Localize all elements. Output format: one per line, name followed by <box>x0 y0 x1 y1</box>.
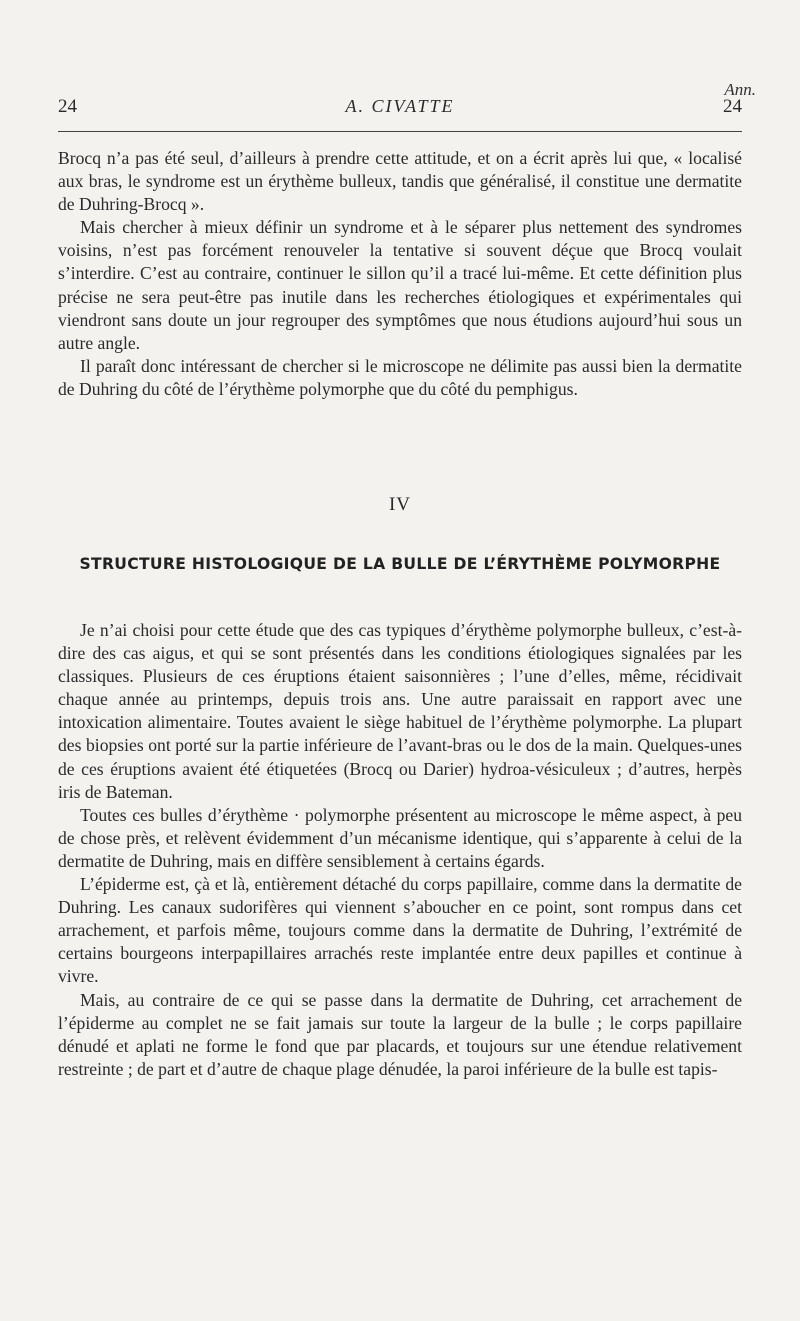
body-paragraph-4: Mais, au contraire de ce qui se passe dans la dermatite de Duhring, cet arrachement de l’épiderme au complet ne se fait jamais sur toute la largeur de la bulle ; le corps papillaire dénudé et aplati ne forme le fond que par placards, et toujours sur une étendue relativement restreinte ; de part et d’autre de chaque plage dénudée, la paroi inférieure de la bulle est tapis- <box>58 989 742 1079</box>
body-paragraph-3: L’épiderme est, çà et là, entièrement détaché du corps papillaire, comme dans la dermatite de Duhring. Les canaux sudorifères qui viennent s’aboucher en ce point, sont rompus dans cet arrachement, et parfois même, toujours comme dans la dermatite de Duhring, l’extrémité de certains bourgeons interpapillaires arrachés reste implantée entre deux papilles et continue à vivre. <box>58 874 742 987</box>
intro-paragraph-2: Mais chercher à mieux définir un syndrome et à le séparer plus nettement des syndromes voisins, n’est pas forcément renouveler la tentative si souvent déçue que Brocq voulait s’interdire. C’est au contraire, continuer le sillon qu’il a tracé lui-même. Et cette définition plus précise ne sera peut-être pas inutile dans les recherches étiologiques et expérimentales qui viendront sans doute un jour regrouper des symptômes que nous étudions aujourd’hui sous un autre angle. <box>58 217 742 353</box>
running-title-author: A. CIVATTE <box>345 96 455 116</box>
page-number-left: 24 <box>58 96 77 117</box>
body-text <box>58 619 742 1081</box>
section-number: IV <box>388 494 412 515</box>
intro-paragraph-3: Il paraît donc intéressant de chercher si le microscope ne délimite pas aussi bien la dermatite de Duhring du côté de l’érythème polymorphe que du côté du pemphigus. <box>58 355 742 399</box>
page-number-right: 24 <box>723 96 742 117</box>
section-heading: STRUCTURE HISTOLOGIQUE DE LA BULLE DE L’ÉRYTHÈME POLYMORPHE <box>79 555 721 573</box>
running-header <box>58 96 742 122</box>
corner-annotation: Ann. <box>724 80 756 99</box>
intro-text <box>58 147 742 401</box>
body-paragraph-1: Je n’ai choisi pour cette étude que des cas typiques d’érythème polymorphe bulleux, c’est-à-dire des cas aigus, et qui se sont présentés dans les conditions étiologiques signalées par les classiques. Plusieurs de ces éruptions étaient saisonnières ; l’une d’elles, même, récidivait chaque année au printemps, depuis trois ans. Une autre paraissait en rapport avec une intoxication alimentaire. Toutes avaient le siège habituel de l’érythème polymorphe. La plupart des biopsies ont porté sur la partie inférieure de l’avant-bras ou le dos de la main. Quelques-unes de ces éruptions avaient été étiquetées (Brocq ou Darier) hydroa-vésiculeux ; d’autres, herpès iris de Bateman. <box>58 620 742 802</box>
header-rule <box>58 131 742 132</box>
body-paragraph-2: Toutes ces bulles d’érythème · polymorphe présentent au microscope le même aspect, à peu de chose près, et relèvent évidemment d’un mécanisme identique, qui s’apparente à celui de la dermatite de Duhring, mais en diffère sensiblement à certains égards. <box>58 804 742 871</box>
intro-paragraph-1: Brocq n’a pas été seul, d’ailleurs à prendre cette attitude, et on a écrit après lui que, « localisé aux bras, le syndrome est un érythème bulleux, tandis que généralisé, il constitue une dermatite de Duhring-Brocq ». <box>58 148 742 215</box>
